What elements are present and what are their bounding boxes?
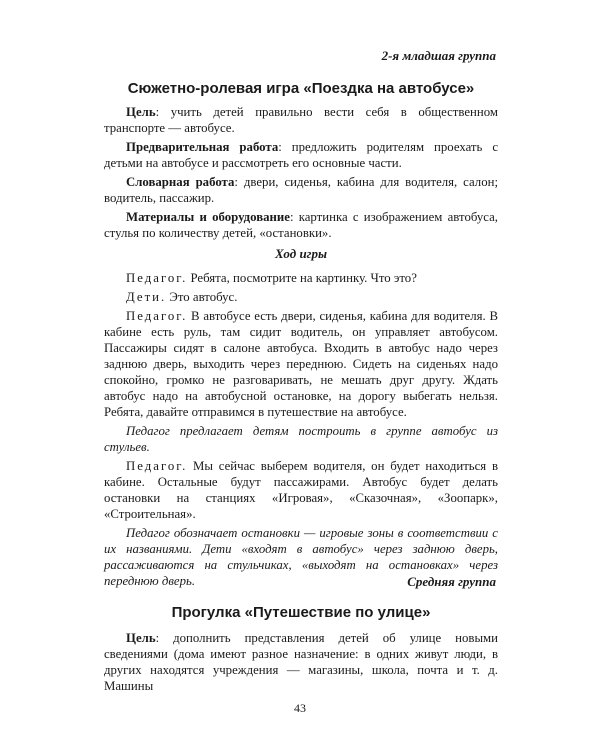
vocab-label: Словарная работа xyxy=(126,175,235,189)
prep-label: Предварительная работа xyxy=(126,140,279,154)
page-number: 43 xyxy=(294,701,306,715)
vocab-paragraph xyxy=(104,174,498,206)
speaker-teacher: Педагог. xyxy=(126,271,188,285)
materials-paragraph xyxy=(104,209,498,241)
stage-note-2: Педагог обозначает остановки — игровые зоны в соответствии с их названиями. Дети «входят в автобус» через заднюю дверь, рассаживаются на стульчиках, «выходят на остановках» через переднюю дверь. xyxy=(104,526,498,588)
goal-text-2: : дополнить представления детей об улице новыми сведениями (дома имеют разное назначение: в одних живут люди, в других находятся учреждения — магазины, школа, почта и т. д. Машины xyxy=(104,631,498,693)
dialogue-line-1: Педагог. Ребята, посмотрите на картинку. Что это? xyxy=(126,271,417,285)
goal-label: Цель xyxy=(126,105,156,119)
goal-paragraph-2 xyxy=(104,630,498,694)
section-title-2: Прогулка «Путешествие по улице» xyxy=(171,604,431,621)
section-title-1: Сюжетно-ролевая игра «Поездка на автобусе» xyxy=(127,80,475,97)
course-title: Ход игры xyxy=(275,246,327,261)
group-heading-top: 2-я младшая группа xyxy=(381,48,496,63)
speaker-teacher: Педагог. xyxy=(126,459,188,473)
vocab-text: : двери, сиденья, кабина для водителя, салон; водитель, пассажир. xyxy=(104,175,498,205)
goal-paragraph xyxy=(104,104,498,136)
section1-intro xyxy=(104,104,498,244)
speaker-teacher: Педагог. xyxy=(126,309,188,323)
section2-intro xyxy=(104,630,498,697)
prep-text: : предложить родителям проехать с детьми на автобусе и рассмотреть его основные части. xyxy=(104,140,498,170)
dialogue xyxy=(104,270,498,592)
dialogue-line-3: Педагог. В автобусе есть двери, сиденья, кабина для водителя. В кабине есть руль, там сидит водитель, он управляет автобусом. Пассажиры сидят в салоне автобуса. Входить в автобус надо через заднюю дверь, выходить через переднюю. Сидеть на сиденьях надо спокойно, громко не разговаривать, не мешать друг другу. Ждать автобус надо на автобусной остановке, на дорогу выбегать нельзя. Ребята, давайте отправимся в путешествие на автобусе. xyxy=(104,309,498,419)
prep-paragraph xyxy=(104,139,498,171)
dialogue-line-4: Педагог. Мы сейчас выберем водителя, он будет находиться в кабине. Остальные будут пассажирами. Автобус будет делать остановки на станциях «Игровая», «Сказочная», «Зоопарк», «Строительная». xyxy=(104,459,498,521)
goal-text: : учить детей правильно вести себя в общественном транспорте — автобусе. xyxy=(104,105,498,135)
materials-label: Материалы и оборудование xyxy=(126,210,290,224)
materials-text: : картинка с изображением автобуса, стулья по количеству детей, «остановки». xyxy=(104,210,498,240)
stage-note-1: Педагог предлагает детям построить в группе автобус из стульев. xyxy=(104,424,498,454)
dialogue-line-2: Дети. Это автобус. xyxy=(126,290,238,304)
goal-label-2: Цель xyxy=(126,631,156,645)
group-heading-middle: Средняя группа xyxy=(407,574,496,589)
speaker-children: Дети. xyxy=(126,290,167,304)
